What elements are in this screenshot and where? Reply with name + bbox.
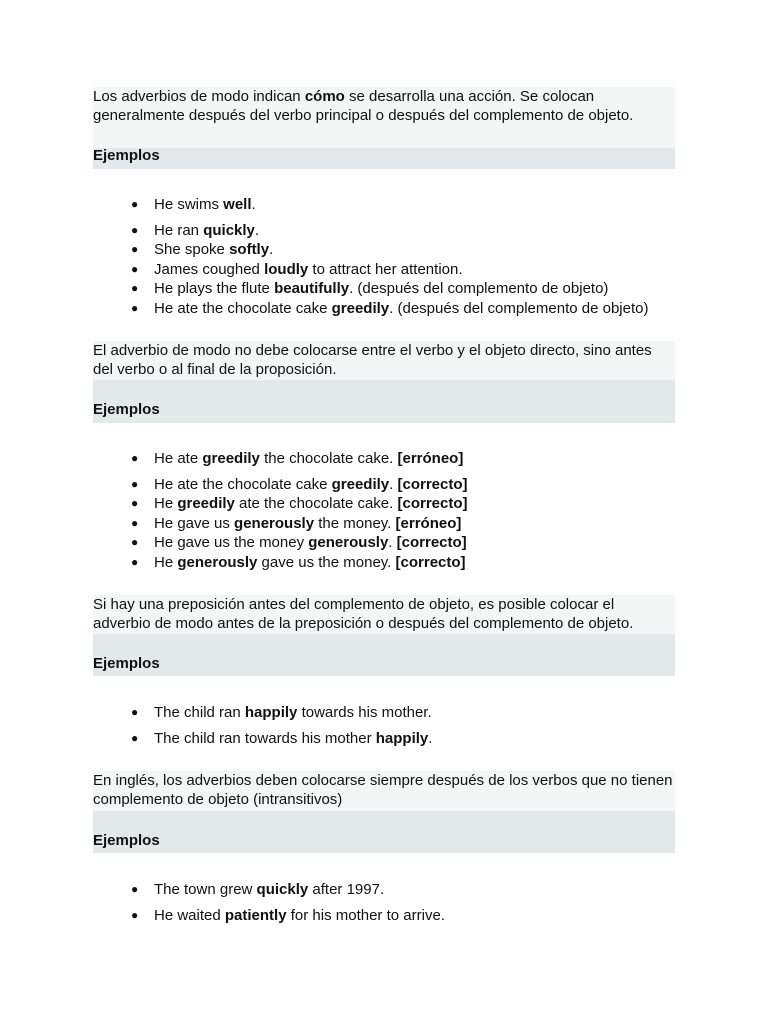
text-run: ate the chocolate cake. [234,495,398,513]
example-item [0,195,648,221]
bold-text: greedily [177,495,235,513]
bold-text: [correcto] [396,534,467,552]
bullet-icon: ● [131,197,139,211]
bold-text: quickly [256,881,309,898]
bullet-icon: ● [131,535,139,550]
bold-text: loudly [264,260,309,278]
text-run: the chocolate cake. [259,450,398,467]
bold-text: generously [234,514,315,532]
text-run: He ate the chocolate cake [154,476,332,493]
bullet-icon: ● [131,242,139,257]
text-run: En inglés, los adverbios deben colocarse siempre después de los verbos que no tienen complemento de objeto (intransitivos) [93,772,673,808]
text-run: The child ran [154,704,245,721]
section-2-examples [0,449,468,572]
text-run: . [428,730,433,747]
text-run: He ate the chocolate cake [154,299,332,317]
bullet-icon: ● [131,261,139,276]
bold-text: [erróneo] [395,514,462,532]
text-run: . [251,196,256,213]
section-3-intro [93,595,675,634]
bullet-icon: ● [131,705,139,719]
bullet-icon: ● [131,515,139,530]
bold-text: well [223,196,252,213]
text-run: for his mother to arrive. [286,907,445,924]
example-item [0,449,468,475]
text-run: gave us the money. [257,553,396,571]
bold-text: greedily [202,450,260,467]
text-run: Los adverbios de modo indican [93,88,305,105]
text-run: se desarrolla una acción. Se colocan generalmente después del verbo principal o después del complemento de objeto. [93,88,634,124]
example-item [0,703,432,729]
text-run: He [154,553,178,571]
bullet-icon: ● [131,882,139,896]
text-run: . [269,241,274,259]
text-run: He gave us [154,514,235,532]
bold-text: patiently [224,907,287,924]
section-3-heading: Ejemplos [93,634,675,676]
bullet-icon: ● [131,477,139,491]
text-run: . (después del complemento de objeto) [389,299,649,317]
example-item [0,279,648,298]
example-item [0,880,445,906]
text-run: The town grew [154,881,257,898]
example-item [0,906,445,925]
example-item [0,475,468,494]
bullet-icon: ● [131,908,139,922]
text-run: El adverbio de modo no debe colocarse entre el verbo y el objeto directo, sino antes del verbo o al final de la proposición. [93,342,652,378]
example-item [0,260,648,279]
bold-text: happily [375,730,429,747]
bold-text: quickly [203,222,255,239]
text-run: James coughed [154,260,265,278]
text-run: She spoke [154,241,230,259]
example-item [0,494,468,513]
section-2-heading: Ejemplos [93,380,675,423]
bold-text: beautifully [274,280,350,298]
text-run: Si hay una preposición antes del complemento de objeto, es posible colocar el adverbio de modo antes de la preposición o después del complemento de objeto. [93,596,634,632]
section-3-examples [0,703,432,748]
bullet-icon: ● [131,300,139,315]
example-item [0,221,648,240]
bullet-icon: ● [131,496,139,511]
section-1-intro [93,87,675,148]
example-item [0,533,468,552]
example-item [0,299,648,318]
text-run: He ran [154,222,204,239]
bold-text: happily [244,704,298,721]
bold-text: generously [308,534,389,552]
section-4-heading: Ejemplos [93,811,675,853]
section-4-examples [0,880,445,925]
text-run: He waited [154,907,225,924]
bold-text: greedily [331,476,390,493]
text-run: the money. [314,514,396,532]
text-run: after 1997. [308,881,385,898]
example-item [0,514,468,533]
example-item [0,553,468,572]
text-run: He plays the flute [154,280,275,298]
bullet-icon: ● [131,223,139,237]
bullet-icon: ● [131,281,139,296]
text-run: He gave us the money [154,534,309,552]
text-run: . [254,222,260,239]
bold-text: greedily [331,299,390,317]
text-run: He ate [154,450,203,467]
bold-text: cómo [304,88,345,105]
bullet-icon: ● [131,731,139,745]
bullet-icon: ● [131,451,139,465]
text-run: . [388,534,397,552]
bold-text: generously [177,553,258,571]
bullet-icon: ● [131,554,139,569]
bold-text: [correcto] [395,553,466,571]
bold-text: [correcto] [397,495,468,513]
section-2-intro [93,341,675,380]
text-run: He swims [154,196,224,213]
text-run: The child ran towards his mother [154,730,376,747]
section-4-intro [93,771,675,811]
example-item [0,240,648,259]
section-1-examples [0,195,648,318]
bold-text: [correcto] [397,476,468,493]
section-1-heading: Ejemplos [93,148,675,169]
example-item [0,729,432,748]
text-run: to attract her attention. [308,260,463,278]
text-run: . (después del complemento de objeto) [349,280,609,298]
text-run: . [389,476,398,493]
bold-text: softly [229,241,270,259]
bold-text: [erróneo] [397,450,464,467]
text-run: towards his mother. [297,704,432,721]
text-run: He [154,495,178,513]
